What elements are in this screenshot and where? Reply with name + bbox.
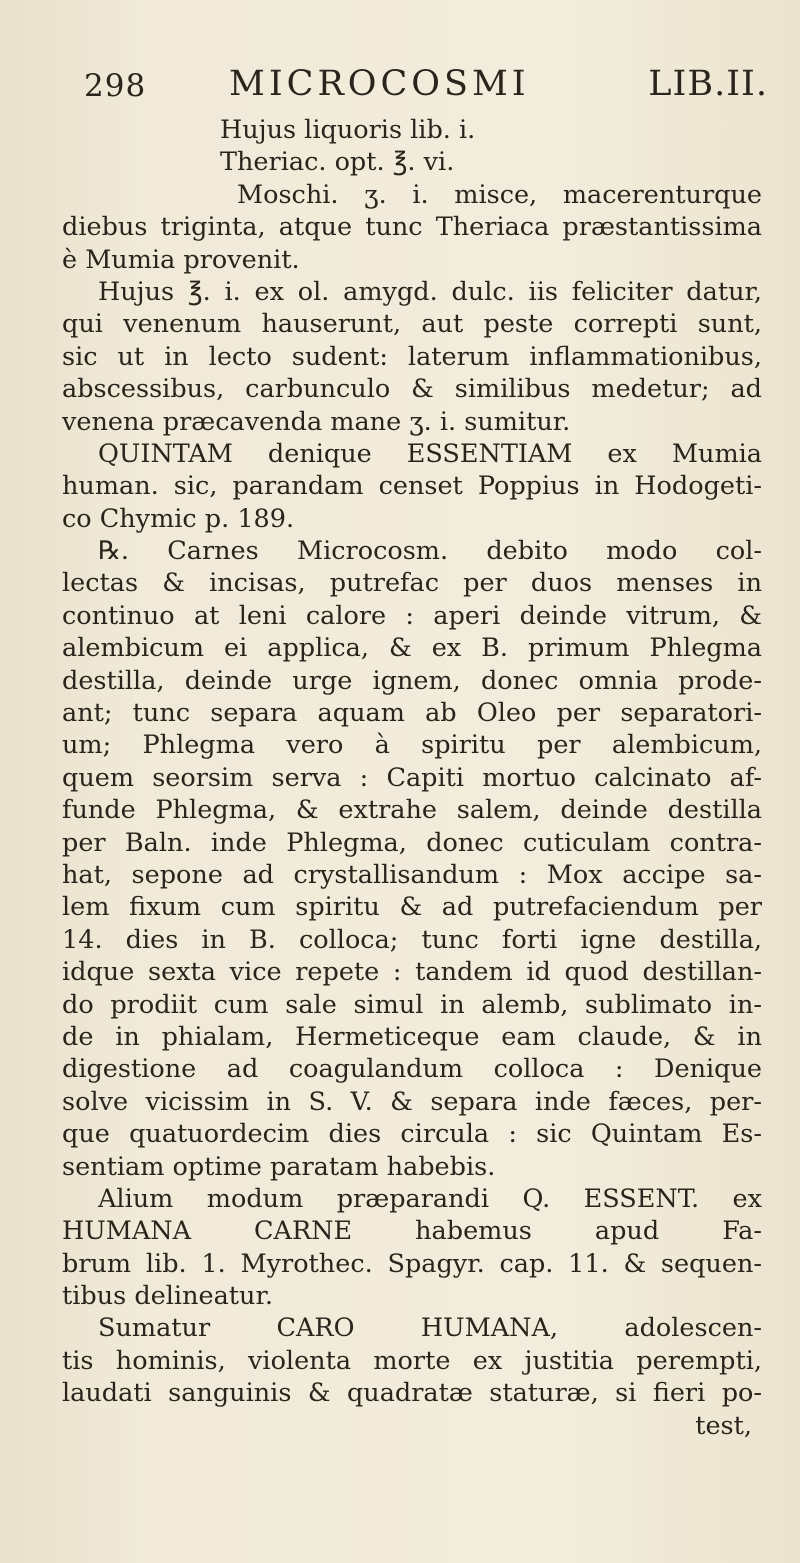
text-line: brum lib. 1. Myrothec. Spagyr. cap. 11. & sequen- (62, 1248, 762, 1279)
text-line: HUMANA CARNE habemus apud Fa- (62, 1216, 762, 1247)
text-line: Moschi. ʒ. i. misce, macerenturque (237, 179, 762, 210)
text-line: diebus triginta, atque tunc Theriaca præstantissima (62, 212, 762, 243)
text-line: lem fixum cum spiritu & ad putrefaciendum per (62, 892, 762, 923)
text-line: ℞. Carnes Microcosm. debito modo col- (98, 536, 762, 567)
text-line: destilla, deinde urge ignem, donec omnia prode- (62, 665, 762, 696)
text-line: Sumatur CARO HUMANA, adolescen- (98, 1313, 762, 1344)
text-line: Theriac. opt. ℥. vi. (220, 147, 455, 178)
page-number: 298 (84, 68, 147, 104)
text-line: human. sic, parandam censet Poppius in Hodogeti- (62, 471, 762, 502)
running-title: MICROCOSMI (229, 64, 530, 104)
text-line: tis hominis, violenta morte ex justitia perempti, (62, 1345, 762, 1376)
text-line: test, (695, 1410, 752, 1441)
text-line: continuo at leni calore : aperi deinde vitrum, & (62, 600, 762, 631)
text-line: quem seorsim serva : Capiti mortuo calcinato af- (62, 762, 762, 793)
text-line: alembicum ei applica, & ex B. primum Phlegma (62, 633, 762, 664)
text-line: lectas & incisas, putrefac per duos menses in (62, 568, 762, 599)
text-line: co Chymic p. 189. (62, 503, 295, 534)
text-line: funde Phlegma, & extrahe salem, deinde destilla (62, 795, 762, 826)
text-line: venena præcavenda mane ʒ. i. sumitur. (62, 406, 571, 437)
text-line: Hujus ℥. i. ex ol. amygd. dulc. iis feliciter datur, (98, 276, 762, 307)
text-line: abscessibus, carbunculo & similibus medetur; ad (62, 374, 762, 405)
text-line: solve vicissim in S. V. & separa inde fæces, per- (62, 1086, 762, 1117)
text-line: tibus delineatur. (62, 1281, 273, 1312)
text-line: digestione ad coagulandum colloca : Denique (62, 1054, 762, 1085)
text-line: Alium modum præparandi Q. ESSENT. ex (98, 1183, 762, 1214)
book-number: LIB.II. (648, 64, 768, 104)
running-header (84, 64, 774, 114)
body-text (62, 114, 762, 1442)
text-line: sentiam optime paratam habebis. (62, 1151, 496, 1182)
text-line: per Baln. inde Phlegma, donec cuticulam contra- (62, 827, 762, 858)
text-line: ant; tunc separa aquam ab Oleo per separatori- (62, 698, 762, 729)
text-line: de in phialam, Hermeticeque eam claude, & in (62, 1021, 762, 1052)
text-line: um; Phlegma vero à spiritu per alembicum, (62, 730, 762, 761)
text-line: QUINTAM denique ESSENTIAM ex Mumia (98, 438, 762, 469)
text-line: 14. dies in B. colloca; tunc forti igne destilla, (62, 924, 762, 955)
text-line: idque sexta vice repete : tandem id quod destillan- (62, 957, 762, 988)
text-line: do prodiit cum sale simul in alemb, sublimato in- (62, 989, 762, 1020)
text-line: hat, sepone ad crystallisandum : Mox accipe sa- (62, 859, 762, 890)
text-line: sic ut in lecto sudent: laterum inflammationibus, (62, 341, 762, 372)
text-line: que quatuordecim dies circula : sic Quintam Es- (62, 1119, 762, 1150)
text-line: è Mumia provenit. (62, 244, 300, 275)
text-line: qui venenum hauserunt, aut peste correpti sunt, (62, 309, 762, 340)
text-line: Hujus liquoris lib. i. (220, 115, 476, 145)
text-line: laudati sanguinis & quadratæ staturæ, si fieri po- (62, 1378, 762, 1409)
